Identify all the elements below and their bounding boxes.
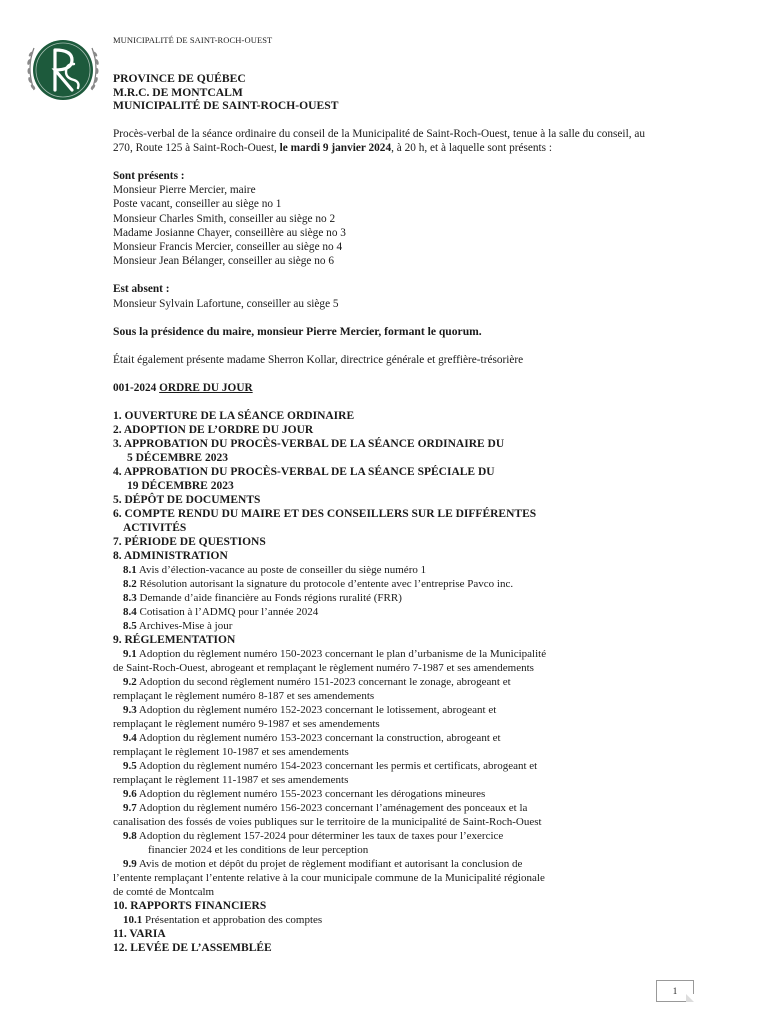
agenda-subitem-continued: de comté de Montcalm [113, 886, 215, 899]
subitem-number: 9.7 [123, 802, 137, 815]
agenda-list [113, 409, 653, 955]
agenda-heading [113, 381, 653, 395]
agenda-title: ORDRE DU JOUR [159, 382, 253, 395]
agenda-subitem-continued: canalisation des fossés de voies publiques sur le territoire de la municipalité de Saint-Roch-Ouest [113, 816, 542, 829]
subitem-text: Archives-Mise à jour [136, 620, 233, 633]
subitem-text: Résolution autorisant la signature du protocole d’entente avec l’entreprise Pavco inc. [136, 578, 514, 591]
agenda-subitem [113, 703, 653, 717]
agenda-subitem-continued: remplaçant le règlement 10-1987 et ses amendements [113, 746, 349, 759]
agenda-subitem [113, 913, 653, 927]
subitem-number: 9.2 [123, 676, 137, 689]
also-present: Était également présente madame Sherron Kollar, directrice générale et greffière-trésorière [113, 353, 524, 366]
agenda-item: 8. ADMINISTRATION [113, 550, 228, 563]
subitem-number: 9.4 [123, 732, 137, 745]
agenda-subitem [113, 787, 653, 801]
agenda-subitem [113, 675, 653, 689]
document-body [113, 72, 653, 955]
subitem-text: Adoption du règlement 157-2024 pour déterminer les taux de taxes pour l’exercice [136, 830, 504, 843]
agenda-subitem [113, 605, 653, 619]
agenda-subitem [113, 759, 653, 773]
agenda-subitem [113, 591, 653, 605]
present-member: Monsieur Charles Smith, conseiller au siège no 2 [113, 212, 336, 225]
subitem-text: Adoption du règlement numéro 152-2023 concernant le lotissement, abrogeant et [136, 704, 497, 717]
subitem-text: Avis d’élection-vacance au poste de conseiller du siège numéro 1 [136, 564, 427, 577]
agenda-item-continued: 5 DÉCEMBRE 2023 [127, 452, 228, 465]
subitem-text: Avis de motion et dépôt du projet de règlement modifiant et autorisant la conclusion de [136, 858, 523, 871]
agenda-item: 3. APPROBATION DU PROCÈS-VERBAL DE LA SÉANCE ORDINAIRE DU [113, 438, 505, 451]
agenda-item: 11. VARIA [113, 928, 166, 941]
agenda-subitem [113, 619, 653, 633]
title-mrc: M.R.C. DE MONTCALM [113, 85, 243, 99]
subitem-number: 9.5 [123, 760, 137, 773]
subitem-number: 9.1 [123, 648, 137, 661]
intro-paragraph [113, 127, 653, 155]
agenda-subitem-continued: remplaçant le règlement numéro 8-187 et ses amendements [113, 690, 375, 703]
agenda-item: 4. APPROBATION DU PROCÈS-VERBAL DE LA SÉANCE SPÉCIALE DU [113, 466, 495, 479]
subitem-text: Adoption du règlement numéro 153-2023 concernant la construction, abrogeant et [136, 732, 501, 745]
agenda-item: 6. COMPTE RENDU DU MAIRE ET DES CONSEILLERS SUR LE DIFFÉRENTES [113, 508, 537, 521]
agenda-item: 1. OUVERTURE DE LA SÉANCE ORDINAIRE [113, 410, 355, 423]
resolution-number: 001-2024 [113, 382, 160, 395]
subitem-number: 9.3 [123, 704, 137, 717]
title-municipality: MUNICIPALITÉ DE SAINT-ROCH-OUEST [113, 99, 339, 112]
present-list [113, 183, 653, 268]
present-heading: Sont présents : [113, 169, 185, 182]
agenda-item-continued: ACTIVITÉS [123, 522, 187, 535]
subitem-number: 9.9 [123, 858, 137, 871]
intro-text-2: , à 20 h, et à laquelle sont présents : [391, 141, 553, 154]
subitem-text: Présentation et approbation des comptes [142, 914, 323, 927]
agenda-subitem [113, 647, 653, 661]
title-province: PROVINCE DE QUÉBEC [113, 72, 246, 85]
present-member: Monsieur Francis Mercier, conseiller au siège no 4 [113, 240, 343, 253]
subitem-number: 8.3 [123, 592, 137, 605]
agenda-item: 5. DÉPÔT DE DOCUMENTS [113, 494, 261, 507]
subitem-number: 9.6 [123, 788, 137, 801]
agenda-item: 10. RAPPORTS FINANCIERS [113, 900, 267, 913]
agenda-item: 9. RÉGLEMENTATION [113, 634, 236, 647]
agenda-item: 12. LEVÉE DE L’ASSEMBLÉE [113, 942, 272, 955]
agenda-subitem [113, 731, 653, 745]
agenda-item: 7. PÉRIODE DE QUESTIONS [113, 536, 266, 549]
agenda-item-continued: 19 DÉCEMBRE 2023 [127, 480, 234, 493]
subitem-text: Adoption du règlement numéro 156-2023 concernant l’aménagement des ponceaux et la [136, 802, 528, 815]
agenda-subitem-continued: de Saint-Roch-Ouest, abrogeant et remplaçant le règlement numéro 7-1987 et ses amendements [113, 662, 534, 675]
subitem-text: Adoption du règlement numéro 150-2023 concernant le plan d’urbanisme de la Municipalité [136, 648, 547, 661]
present-member: Monsieur Pierre Mercier, maire [113, 184, 256, 197]
agenda-subitem [113, 577, 653, 591]
agenda-subitem-continued: financier 2024 et les conditions de leur perception [148, 844, 369, 857]
present-member: Monsieur Jean Bélanger, conseiller au siège no 6 [113, 255, 335, 268]
subitem-number: 8.1 [123, 564, 137, 577]
absent-member: Monsieur Sylvain Lafortune, conseiller au siège 5 [113, 297, 339, 310]
intro-text-1: Procès-verbal de la séance ordinaire du conseil de la Municipalité de Saint-Roch-Ouest, tenue à la salle du conseil, au 270, Route 125 à Saint-Roch-Ouest, [113, 127, 646, 154]
agenda-subitem [113, 563, 653, 577]
agenda-subitem-continued: remplaçant le règlement numéro 9-1987 et ses amendements [113, 718, 380, 731]
agenda-subitem-continued: l’entente remplaçant l’entente relative à la cour municipale commune de la Municipalité régionale [113, 872, 545, 885]
document-titles [113, 72, 653, 113]
municipality-logo [22, 28, 104, 110]
subitem-text: Cotisation à l’ADMQ pour l’année 2024 [136, 606, 319, 619]
page-number: 1 [656, 980, 694, 1002]
present-member: Madame Josianne Chayer, conseillère au siège no 3 [113, 226, 346, 239]
header-municipality-name: MUNICIPALITÉ DE SAINT-ROCH-OUEST [113, 35, 273, 45]
subitem-text: Adoption du règlement numéro 154-2023 concernant les permis et certificats, abrogeant et [136, 760, 538, 773]
absent-heading: Est absent : [113, 283, 170, 296]
agenda-subitem-continued: remplaçant le règlement 11-1987 et ses amendements [113, 774, 349, 787]
agenda-subitem [113, 857, 653, 871]
subitem-number: 8.4 [123, 606, 137, 619]
subitem-number: 9.8 [123, 830, 137, 843]
agenda-item: 2. ADOPTION DE L’ORDRE DU JOUR [113, 424, 314, 437]
subitem-number: 8.5 [123, 620, 137, 633]
subitem-text: Demande d’aide financière au Fonds régions ruralité (FRR) [136, 592, 402, 605]
subitem-text: Adoption du règlement numéro 155-2023 concernant les dérogations mineures [136, 788, 486, 801]
agenda-subitem [113, 829, 653, 843]
subitem-number: 8.2 [123, 578, 137, 591]
present-member: Poste vacant, conseiller au siège no 1 [113, 198, 282, 211]
quorum-statement: Sous la présidence du maire, monsieur Pierre Mercier, formant le quorum. [113, 324, 482, 338]
agenda-subitem [113, 801, 653, 815]
meeting-date: le mardi 9 janvier 2024 [279, 141, 392, 154]
subitem-text: Adoption du second règlement numéro 151-2023 concernant le zonage, abrogeant et [136, 676, 511, 689]
subitem-number: 10.1 [123, 914, 143, 927]
